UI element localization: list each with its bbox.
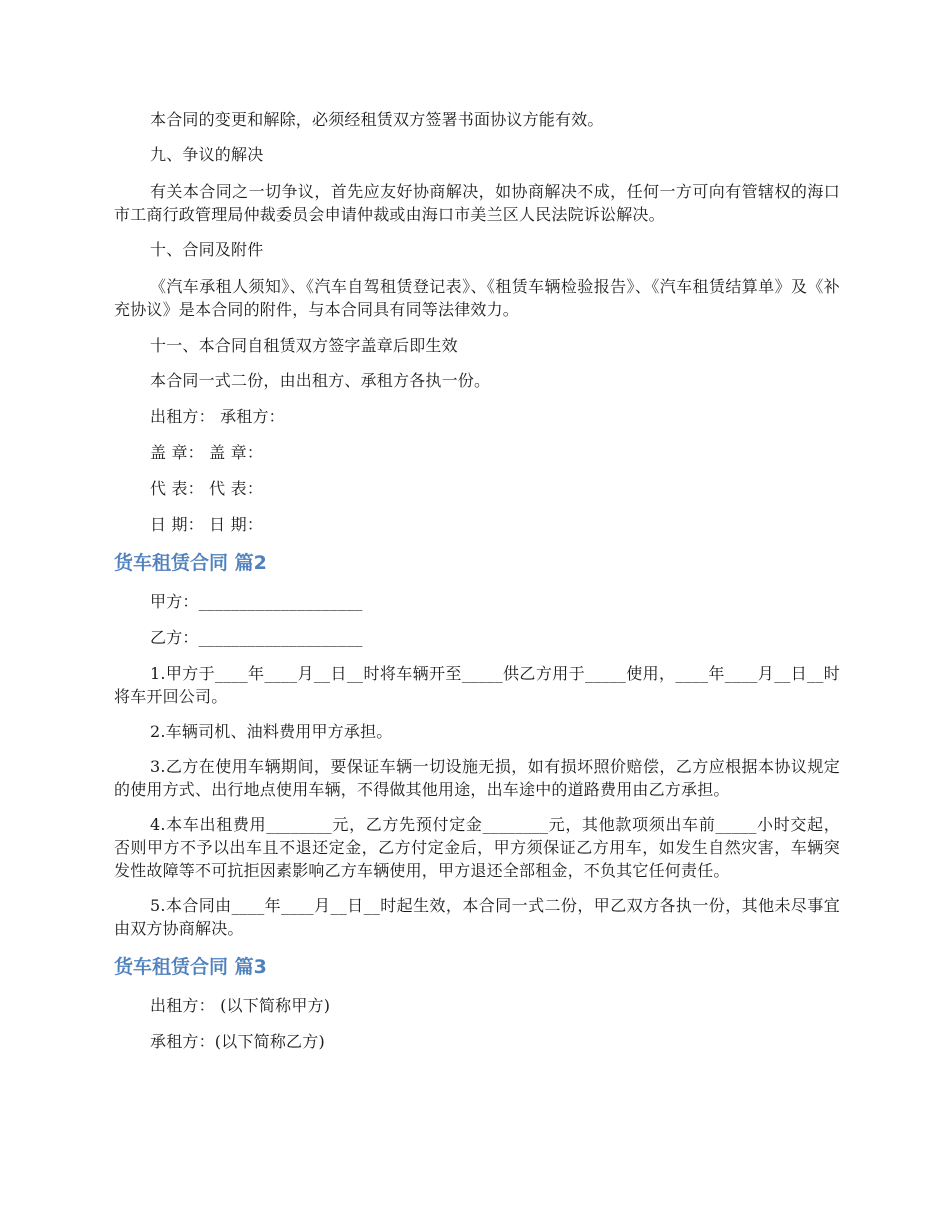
paragraph: 本合同一式二份，由出租方、承租方各执一份。 bbox=[150, 371, 491, 390]
document-page bbox=[114, 108, 840, 1053]
clause-item: 5.本合同由____年____月__日__时起生效，本合同一式二份，甲乙双方各执一份，其他未尽事宜由双方协商解决。 bbox=[114, 896, 840, 938]
signature-line: 盖 章： 盖 章： bbox=[150, 443, 264, 462]
paragraph: 本合同的变更和解除，必须经租赁双方签署书面协议方能有效。 bbox=[150, 110, 604, 129]
section-heading: 货车租赁合同 篇3 bbox=[114, 956, 267, 978]
party-line: 乙方：____________________ bbox=[150, 628, 363, 647]
section-heading: 货车租赁合同 篇2 bbox=[114, 552, 267, 574]
paragraph: 有关本合同之一切争议，首先应友好协商解决，如协商解决不成，任何一方可向有管辖权的海口市工商行政管理局仲裁委员会申请仲裁或由海口市美兰区人民法院诉讼解决。 bbox=[114, 182, 840, 224]
clause-item: 3.乙方在使用车辆期间，要保证车辆一切设施无损，如有损坏照价赔偿，乙方应根据本协议规定的使用方式、出行地点使用车辆，不得做其他用途，出车途中的道路费用由乙方承担。 bbox=[114, 757, 840, 799]
clause-heading: 十、合同及附件 bbox=[150, 240, 264, 259]
clause-item: 2.车辆司机、油料费用甲方承担。 bbox=[150, 722, 393, 741]
signature-line: 日 期： 日 期： bbox=[150, 515, 264, 534]
clause-heading: 十一、本合同自租赁双方签字盖章后即生效 bbox=[150, 336, 458, 355]
clause-heading: 九、争议的解决 bbox=[150, 145, 264, 164]
party-line: 出租方： (以下简称甲方) bbox=[150, 996, 331, 1015]
signature-line: 代 表： 代 表： bbox=[150, 479, 264, 498]
clause-item: 4.本车出租费用________元，乙方先预付定金________元，其他款项须出车前_____小时交起，否则甲方不予以出车且不退还定金，乙方付定金后，甲方须保证乙方用车，如发生自然灾害，车辆突发性故障等不可抗拒因素影响乙方车辆使用，甲方退还全部租金，不负其它任何责任。 bbox=[114, 815, 840, 880]
signature-line: 出租方： 承租方： bbox=[150, 407, 285, 426]
paragraph: 《汽车承租人须知》、《汽车自驾租赁登记表》、《租赁车辆检验报告》、《汽车租赁结算单》及《补充协议》是本合同的附件，与本合同具有同等法律效力。 bbox=[114, 277, 840, 319]
party-line: 承租方：(以下简称乙方) bbox=[150, 1032, 325, 1051]
party-line: 甲方：____________________ bbox=[150, 592, 363, 611]
clause-item: 1.甲方于____年____月__日__时将车辆开至_____供乙方用于_____使用，____年____月__日__时将车开回公司。 bbox=[114, 664, 840, 706]
